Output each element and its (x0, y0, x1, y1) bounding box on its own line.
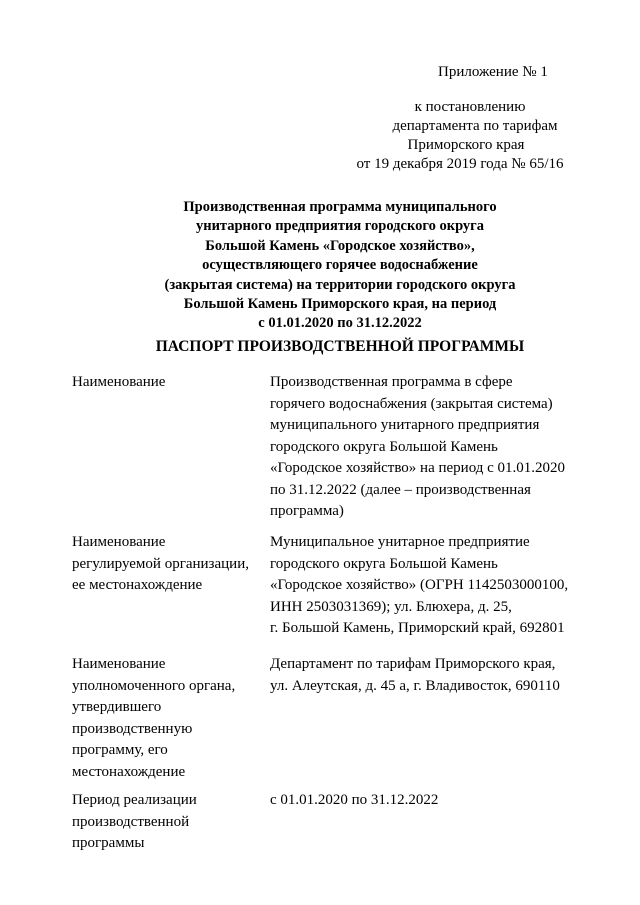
title-line: Большой Камень «Городское хозяйство», (205, 237, 475, 254)
value-line: муниципального унитарного предприятия (270, 417, 540, 433)
value-line: Производственная программа в сфере (270, 374, 513, 390)
label-line: Наименование (72, 656, 166, 672)
approval-line: департамента по тарифам (392, 118, 558, 134)
title-line: Большой Камень Приморского края, на период (183, 296, 497, 313)
value-line: с 01.01.2020 по 31.12.2022 (270, 792, 439, 808)
row-label (72, 790, 262, 855)
label-line: производственную (72, 720, 193, 737)
approval-line: от 19 декабря 2019 года № 65/16 (356, 156, 564, 172)
value-line: горячего водоснабжения (закрытая система) (270, 395, 553, 412)
title-line: унитарного предприятия городского округа (195, 218, 485, 235)
passport-heading: ПАСПОРТ ПРОИЗВОДСТВЕННОЙ ПРОГРАММЫ (155, 338, 525, 355)
value-line: ИНН 2503031369); ул. Блюхера, д. 25, (270, 598, 512, 615)
value-line: городского округа Большой Камень (270, 555, 498, 572)
label-line: местонахождение (72, 763, 186, 780)
title-line: (закрытая система) на территории городского округа (164, 276, 516, 293)
title-line: Производственная программа муниципального (183, 199, 497, 215)
label-line: Период реализации (72, 792, 197, 808)
program-title (120, 198, 560, 334)
row-value (270, 532, 600, 640)
label-line: уполномоченного органа, (72, 677, 236, 694)
value-line: ул. Алеутская, д. 45 а, г. Владивосток, 690110 (270, 677, 560, 694)
value-line: по 31.12.2022 (далее – производственная (270, 481, 531, 498)
approval-line: к постановлению (414, 99, 526, 115)
value-line: городского округа Большой Камень (270, 438, 498, 455)
row-label (72, 654, 262, 783)
row-label (72, 532, 262, 597)
value-line: Муниципальное унитарное предприятие (270, 534, 530, 550)
label-line: регулируемой организации, (72, 555, 249, 572)
value-line: Департамент по тарифам Приморского края, (270, 656, 556, 672)
label-line: программы (72, 835, 145, 851)
label-line: программу, его (72, 742, 168, 758)
title-line: осуществляющего горячее водоснабжение (202, 257, 478, 274)
approval-reference (330, 98, 590, 174)
label-line: Наименование (72, 534, 166, 550)
row-value (270, 654, 600, 697)
value-line: «Городское хозяйство» на период с 01.01.2020 (270, 460, 566, 476)
row-value (270, 372, 600, 523)
appendix-number: Приложение № 1 (438, 64, 548, 80)
approval-line: Приморского края (407, 137, 525, 153)
label-line: ее местонахождение (72, 577, 203, 593)
value-line: программа) (270, 503, 344, 519)
value-line: г. Большой Камень, Приморский край, 692801 (270, 620, 565, 636)
row-value (270, 790, 600, 812)
label-line: производственной (72, 813, 190, 830)
value-line: «Городское хозяйство» (ОГРН 1142503000100, (270, 577, 569, 593)
label-line: Наименование (72, 374, 166, 390)
row-label (72, 372, 262, 394)
label-line: утвердившего (72, 699, 162, 715)
title-line: с 01.01.2020 по 31.12.2022 (258, 315, 422, 332)
